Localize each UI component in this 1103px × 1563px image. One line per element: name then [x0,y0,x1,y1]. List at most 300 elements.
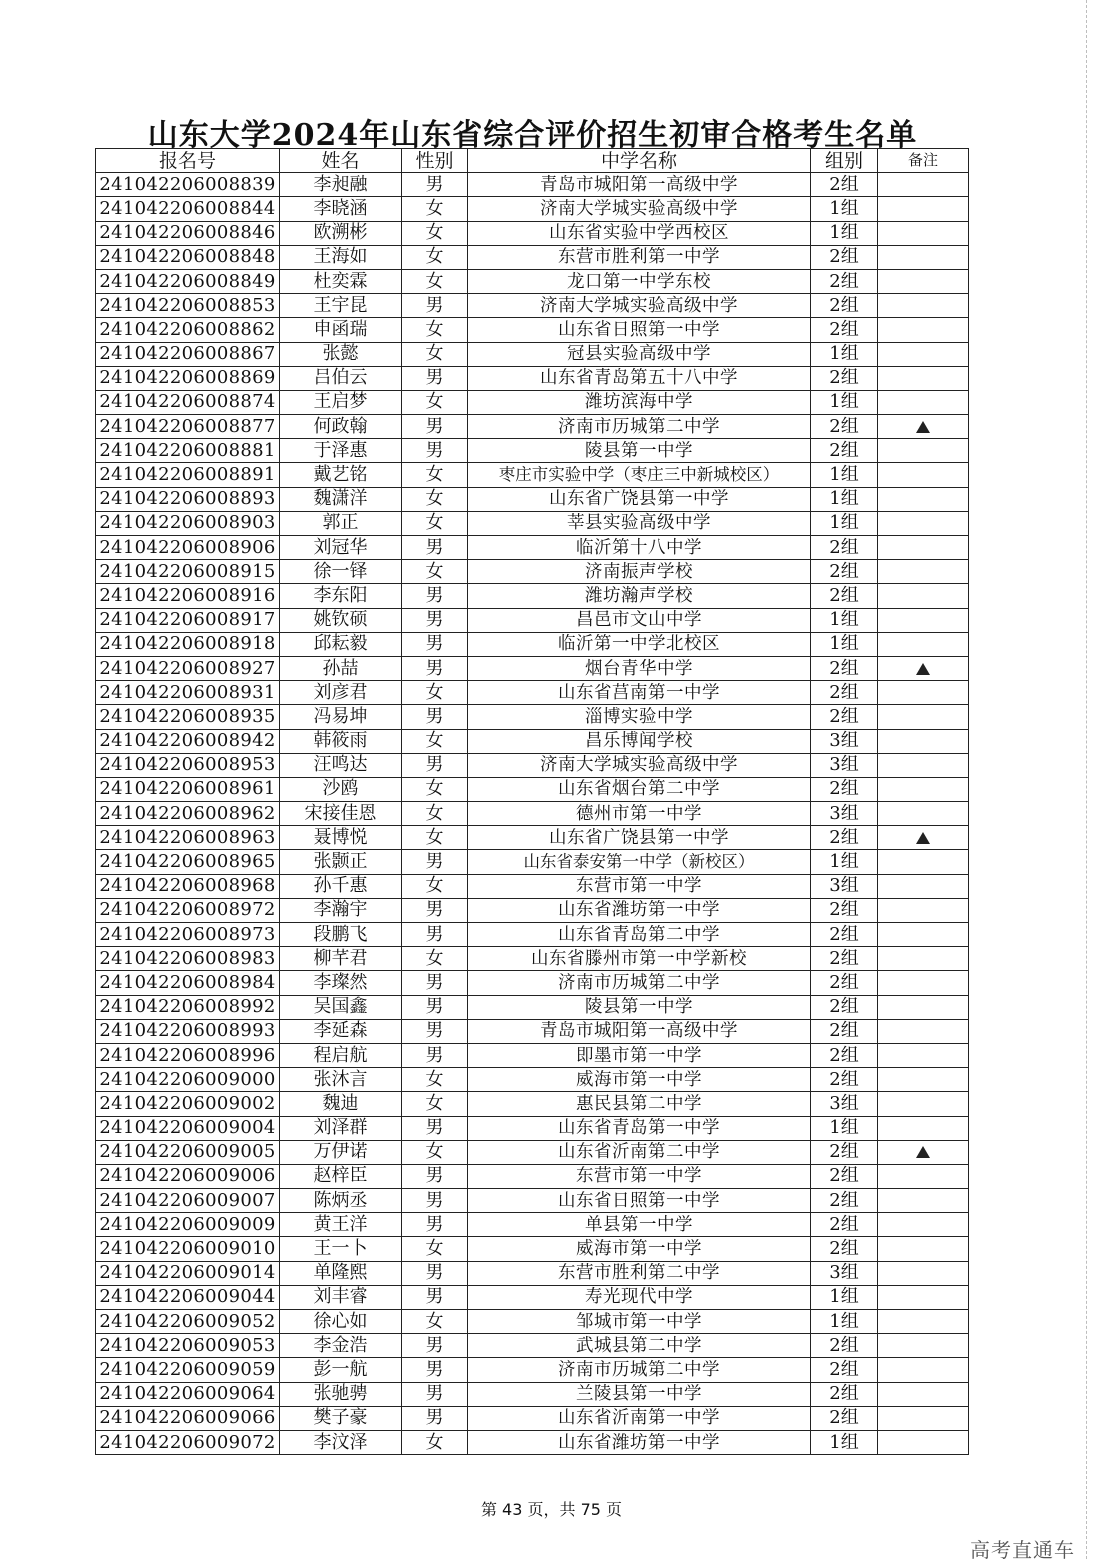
name-cell: 沙鸥 [280,777,402,801]
school-cell: 枣庄市实验中学（枣庄三中新城校区） [468,463,811,487]
group-cell: 2组 [811,705,878,729]
school-cell: 青岛市城阳第一高级中学 [468,173,811,197]
name-cell: 吴国鑫 [280,995,402,1019]
regno-cell: 241042206009004 [96,1116,280,1140]
name-cell: 陈炳丞 [280,1189,402,1213]
regno-cell: 241042206008915 [96,560,280,584]
school-cell: 山东省烟台第二中学 [468,777,811,801]
remark-cell [878,560,969,584]
remark-cell [878,1237,969,1261]
group-cell: 2组 [811,245,878,269]
regno-cell: 241042206008869 [96,366,280,390]
gender-cell: 男 [402,1334,468,1358]
remark-cell [878,415,969,439]
school-cell: 山东省青岛第五十八中学 [468,366,811,390]
remark-cell [878,1189,969,1213]
name-cell: 韩筱雨 [280,729,402,753]
school-cell: 山东省日照第一中学 [468,1189,811,1213]
remark-cell [878,1019,969,1043]
table-body [96,173,969,1455]
regno-cell: 241042206008968 [96,874,280,898]
table-row [96,947,969,971]
table-row [96,656,969,680]
gender-cell: 男 [402,632,468,656]
school-cell: 潍坊滨海中学 [468,390,811,414]
group-cell: 2组 [811,971,878,995]
regno-cell: 241042206008891 [96,463,280,487]
gender-cell: 女 [402,1092,468,1116]
regno-cell: 241042206008963 [96,826,280,850]
group-cell: 2组 [811,1019,878,1043]
gender-cell: 男 [402,1213,468,1237]
school-cell: 山东省青岛第二中学 [468,923,811,947]
regno-cell: 241042206009059 [96,1358,280,1382]
regno-cell: 241042206008881 [96,439,280,463]
header-remark: 备注 [878,149,969,173]
triangle-marker-icon [916,832,930,844]
regno-cell: 241042206008848 [96,245,280,269]
table-row [96,269,969,293]
name-cell: 李昶融 [280,173,402,197]
group-cell: 3组 [811,874,878,898]
school-cell: 山东省沂南第二中学 [468,1140,811,1164]
header-regno: 报名号 [96,149,280,173]
name-cell: 王宇昆 [280,294,402,318]
regno-cell: 241042206008962 [96,802,280,826]
group-cell: 3组 [811,1092,878,1116]
table-row [96,342,969,366]
gender-cell: 女 [402,342,468,366]
school-cell: 莘县实验高级中学 [468,511,811,535]
remark-cell [878,221,969,245]
name-cell: 王启梦 [280,390,402,414]
school-cell: 山东省广饶县第一中学 [468,487,811,511]
gender-cell: 男 [402,439,468,463]
name-cell: 王一卜 [280,1237,402,1261]
name-cell: 万伊诺 [280,1140,402,1164]
remark-cell [878,1116,969,1140]
name-cell: 刘彦君 [280,681,402,705]
name-cell: 李汶泽 [280,1430,402,1454]
school-cell: 山东省青岛第一中学 [468,1116,811,1140]
remark-cell [878,777,969,801]
group-cell: 2组 [811,1043,878,1067]
table-row [96,221,969,245]
remark-cell [878,463,969,487]
group-cell: 2组 [811,318,878,342]
gender-cell: 男 [402,850,468,874]
gender-cell: 男 [402,898,468,922]
regno-cell: 241042206009010 [96,1237,280,1261]
school-cell: 惠民县第二中学 [468,1092,811,1116]
regno-cell: 241042206008972 [96,898,280,922]
group-cell: 2组 [811,1189,878,1213]
table-row [96,681,969,705]
page-number: 第 43 页，共 75 页 [480,1500,623,1519]
table-row [96,1358,969,1382]
name-cell: 何政翰 [280,415,402,439]
group-cell: 1组 [811,1310,878,1334]
remark-cell [878,197,969,221]
name-cell: 张沐言 [280,1068,402,1092]
regno-cell: 241042206008942 [96,729,280,753]
remark-cell [878,1213,969,1237]
remark-cell [878,1382,969,1406]
school-cell: 东营市胜利第二中学 [468,1261,811,1285]
remark-cell [878,511,969,535]
regno-cell: 241042206008961 [96,777,280,801]
name-cell: 李瀚宇 [280,898,402,922]
name-cell: 吕伯云 [280,366,402,390]
table-header-row [96,149,969,173]
group-cell: 1组 [811,342,878,366]
table-row [96,826,969,850]
table-row [96,1019,969,1043]
remark-cell [878,947,969,971]
name-cell: 徐心如 [280,1310,402,1334]
school-cell: 单县第一中学 [468,1213,811,1237]
school-cell: 东营市胜利第一中学 [468,245,811,269]
school-cell: 山东省泰安第一中学（新校区） [468,850,811,874]
school-cell: 龙口第一中学东校 [468,269,811,293]
regno-cell: 241042206009007 [96,1189,280,1213]
school-cell: 烟台青华中学 [468,656,811,680]
remark-cell [878,318,969,342]
remark-cell [878,923,969,947]
gender-cell: 男 [402,1261,468,1285]
group-cell: 2组 [811,269,878,293]
name-cell: 杜奕霖 [280,269,402,293]
school-cell: 陵县第一中学 [468,995,811,1019]
name-cell: 王海如 [280,245,402,269]
header-name: 姓名 [280,149,402,173]
school-cell: 山东省广饶县第一中学 [468,826,811,850]
name-cell: 张驰骋 [280,1382,402,1406]
remark-cell [878,632,969,656]
regno-cell: 241042206009053 [96,1334,280,1358]
table-row [96,415,969,439]
header-gender: 性别 [402,149,468,173]
regno-cell: 241042206009009 [96,1213,280,1237]
remark-cell [878,850,969,874]
name-cell: 刘泽群 [280,1116,402,1140]
table-row [96,729,969,753]
name-cell: 魏迪 [280,1092,402,1116]
gender-cell: 女 [402,1310,468,1334]
school-cell: 德州市第一中学 [468,802,811,826]
table-row [96,1068,969,1092]
remark-cell [878,656,969,680]
table-row [96,632,969,656]
group-cell: 1组 [811,1430,878,1454]
triangle-marker-icon [916,663,930,675]
gender-cell: 男 [402,1189,468,1213]
school-cell: 山东省潍坊第一中学 [468,898,811,922]
triangle-marker-icon [916,421,930,433]
table-row [96,511,969,535]
remark-cell [878,1285,969,1309]
name-cell: 彭一航 [280,1358,402,1382]
school-cell: 昌乐博闻学校 [468,729,811,753]
name-cell: 李金浩 [280,1334,402,1358]
remark-cell [878,898,969,922]
gender-cell: 男 [402,415,468,439]
gender-cell: 男 [402,584,468,608]
remark-cell [878,536,969,560]
gender-cell: 男 [402,995,468,1019]
regno-cell: 241042206008846 [96,221,280,245]
group-cell: 2组 [811,947,878,971]
name-cell: 李璨然 [280,971,402,995]
name-cell: 柳芊君 [280,947,402,971]
regno-cell: 241042206008918 [96,632,280,656]
remark-cell [878,826,969,850]
table-row [96,705,969,729]
gender-cell: 女 [402,947,468,971]
school-cell: 冠县实验高级中学 [468,342,811,366]
remark-cell [878,269,969,293]
gender-cell: 男 [402,753,468,777]
group-cell: 2组 [811,294,878,318]
regno-cell: 241042206008839 [96,173,280,197]
name-cell: 李延森 [280,1019,402,1043]
regno-cell: 241042206008877 [96,415,280,439]
school-cell: 济南大学城实验高级中学 [468,753,811,777]
group-cell: 2组 [811,1382,878,1406]
gender-cell: 女 [402,318,468,342]
name-cell: 冯易坤 [280,705,402,729]
table-row [96,898,969,922]
table-row [96,366,969,390]
regno-cell: 241042206009072 [96,1430,280,1454]
school-cell: 临沂第十八中学 [468,536,811,560]
name-cell: 赵梓臣 [280,1164,402,1188]
table-row [96,487,969,511]
table-row [96,1310,969,1334]
group-cell: 2组 [811,173,878,197]
remark-cell [878,1092,969,1116]
group-cell: 1组 [811,632,878,656]
regno-cell: 241042206008906 [96,536,280,560]
table-row [96,245,969,269]
group-cell: 3组 [811,753,878,777]
gender-cell: 男 [402,923,468,947]
group-cell: 1组 [811,1285,878,1309]
remark-cell [878,173,969,197]
gender-cell: 女 [402,1068,468,1092]
school-cell: 临沂第一中学北校区 [468,632,811,656]
group-cell: 1组 [811,463,878,487]
regno-cell: 241042206008983 [96,947,280,971]
name-cell: 于泽惠 [280,439,402,463]
group-cell: 2组 [811,826,878,850]
gender-cell: 女 [402,777,468,801]
table-row [96,1334,969,1358]
remark-cell [878,995,969,1019]
gender-cell: 男 [402,1358,468,1382]
group-cell: 1组 [811,850,878,874]
table-row [96,439,969,463]
group-cell: 2组 [811,898,878,922]
school-cell: 济南市历城第二中学 [468,971,811,995]
name-cell: 段鹏飞 [280,923,402,947]
remark-cell [878,439,969,463]
group-cell: 2组 [811,1334,878,1358]
table-row [96,584,969,608]
name-cell: 魏潇洋 [280,487,402,511]
table-row [96,608,969,632]
gender-cell: 女 [402,729,468,753]
name-cell: 戴艺铭 [280,463,402,487]
regno-cell: 241042206008862 [96,318,280,342]
group-cell: 2组 [811,1358,878,1382]
school-cell: 潍坊瀚声学校 [468,584,811,608]
group-cell: 2组 [811,560,878,584]
regno-cell: 241042206008867 [96,342,280,366]
name-cell: 宋接佳恩 [280,802,402,826]
group-cell: 3组 [811,802,878,826]
table-row [96,294,969,318]
regno-cell: 241042206009000 [96,1068,280,1092]
gender-cell: 男 [402,1164,468,1188]
school-cell: 昌邑市文山中学 [468,608,811,632]
school-cell: 济南市历城第二中学 [468,415,811,439]
name-cell: 张颢正 [280,850,402,874]
group-cell: 2组 [811,681,878,705]
remark-cell [878,1430,969,1454]
name-cell: 单隆熙 [280,1261,402,1285]
regno-cell: 241042206008927 [96,656,280,680]
group-cell: 2组 [811,439,878,463]
gender-cell: 男 [402,656,468,680]
table-row [96,390,969,414]
school-cell: 东营市第一中学 [468,1164,811,1188]
regno-cell: 241042206009006 [96,1164,280,1188]
gender-cell: 男 [402,366,468,390]
table-row [96,536,969,560]
remark-cell [878,608,969,632]
group-cell: 1组 [811,487,878,511]
group-cell: 2组 [811,1237,878,1261]
gender-cell: 男 [402,1406,468,1430]
remark-cell [878,1261,969,1285]
school-cell: 山东省潍坊第一中学 [468,1430,811,1454]
group-cell: 1组 [811,511,878,535]
group-cell: 2组 [811,1213,878,1237]
remark-cell [878,1358,969,1382]
table-row [96,1164,969,1188]
name-cell: 汪鸣达 [280,753,402,777]
school-cell: 威海市第一中学 [468,1068,811,1092]
table-row [96,874,969,898]
remark-cell [878,729,969,753]
remark-cell [878,753,969,777]
table-row [96,753,969,777]
remark-cell [878,1406,969,1430]
remark-cell [878,1043,969,1067]
group-cell: 1组 [811,608,878,632]
table-row [96,318,969,342]
school-cell: 青岛市城阳第一高级中学 [468,1019,811,1043]
remark-cell [878,1310,969,1334]
regno-cell: 241042206009052 [96,1310,280,1334]
remark-cell [878,294,969,318]
remark-cell [878,681,969,705]
gender-cell: 女 [402,463,468,487]
remark-cell [878,487,969,511]
remark-cell [878,1068,969,1092]
name-cell: 刘冠华 [280,536,402,560]
remark-cell [878,802,969,826]
regno-cell: 241042206008844 [96,197,280,221]
header-group: 组别 [811,149,878,173]
gender-cell: 女 [402,826,468,850]
page-title: 山东大学2024年山东省综合评价招生初审合格考生名单 [147,118,918,153]
remark-cell [878,1334,969,1358]
group-cell: 1组 [811,197,878,221]
gender-cell: 女 [402,390,468,414]
regno-cell: 241042206009002 [96,1092,280,1116]
gender-cell: 男 [402,608,468,632]
school-cell: 即墨市第一中学 [468,1043,811,1067]
school-cell: 威海市第一中学 [468,1237,811,1261]
table-row [96,1382,969,1406]
table-row [96,1285,969,1309]
school-cell: 济南市历城第二中学 [468,1358,811,1382]
regno-cell: 241042206008935 [96,705,280,729]
name-cell: 程启航 [280,1043,402,1067]
regno-cell: 241042206009014 [96,1261,280,1285]
name-cell: 申函瑞 [280,318,402,342]
gender-cell: 女 [402,487,468,511]
table-row [96,995,969,1019]
gender-cell: 男 [402,1285,468,1309]
gender-cell: 男 [402,971,468,995]
remark-cell [878,705,969,729]
table-row [96,197,969,221]
school-cell: 济南大学城实验高级中学 [468,294,811,318]
gender-cell: 男 [402,173,468,197]
remark-cell [878,1164,969,1188]
name-cell: 黄王洋 [280,1213,402,1237]
name-cell: 欧溯彬 [280,221,402,245]
gender-cell: 女 [402,269,468,293]
name-cell: 徐一铎 [280,560,402,584]
table-row [96,1213,969,1237]
school-cell: 山东省莒南第一中学 [468,681,811,705]
group-cell: 2组 [811,923,878,947]
group-cell: 2组 [811,1068,878,1092]
group-cell: 1组 [811,221,878,245]
table-row [96,1430,969,1454]
remark-cell [878,874,969,898]
table-row [96,971,969,995]
remark-cell [878,1140,969,1164]
gender-cell: 女 [402,1237,468,1261]
remark-cell [878,390,969,414]
gender-cell: 女 [402,560,468,584]
school-cell: 邹城市第一中学 [468,1310,811,1334]
group-cell: 2组 [811,415,878,439]
table-row [96,923,969,947]
table-row [96,1261,969,1285]
gender-cell: 男 [402,1382,468,1406]
gender-cell: 女 [402,221,468,245]
gender-cell: 女 [402,511,468,535]
group-cell: 1组 [811,1116,878,1140]
table-row [96,560,969,584]
table-row [96,463,969,487]
